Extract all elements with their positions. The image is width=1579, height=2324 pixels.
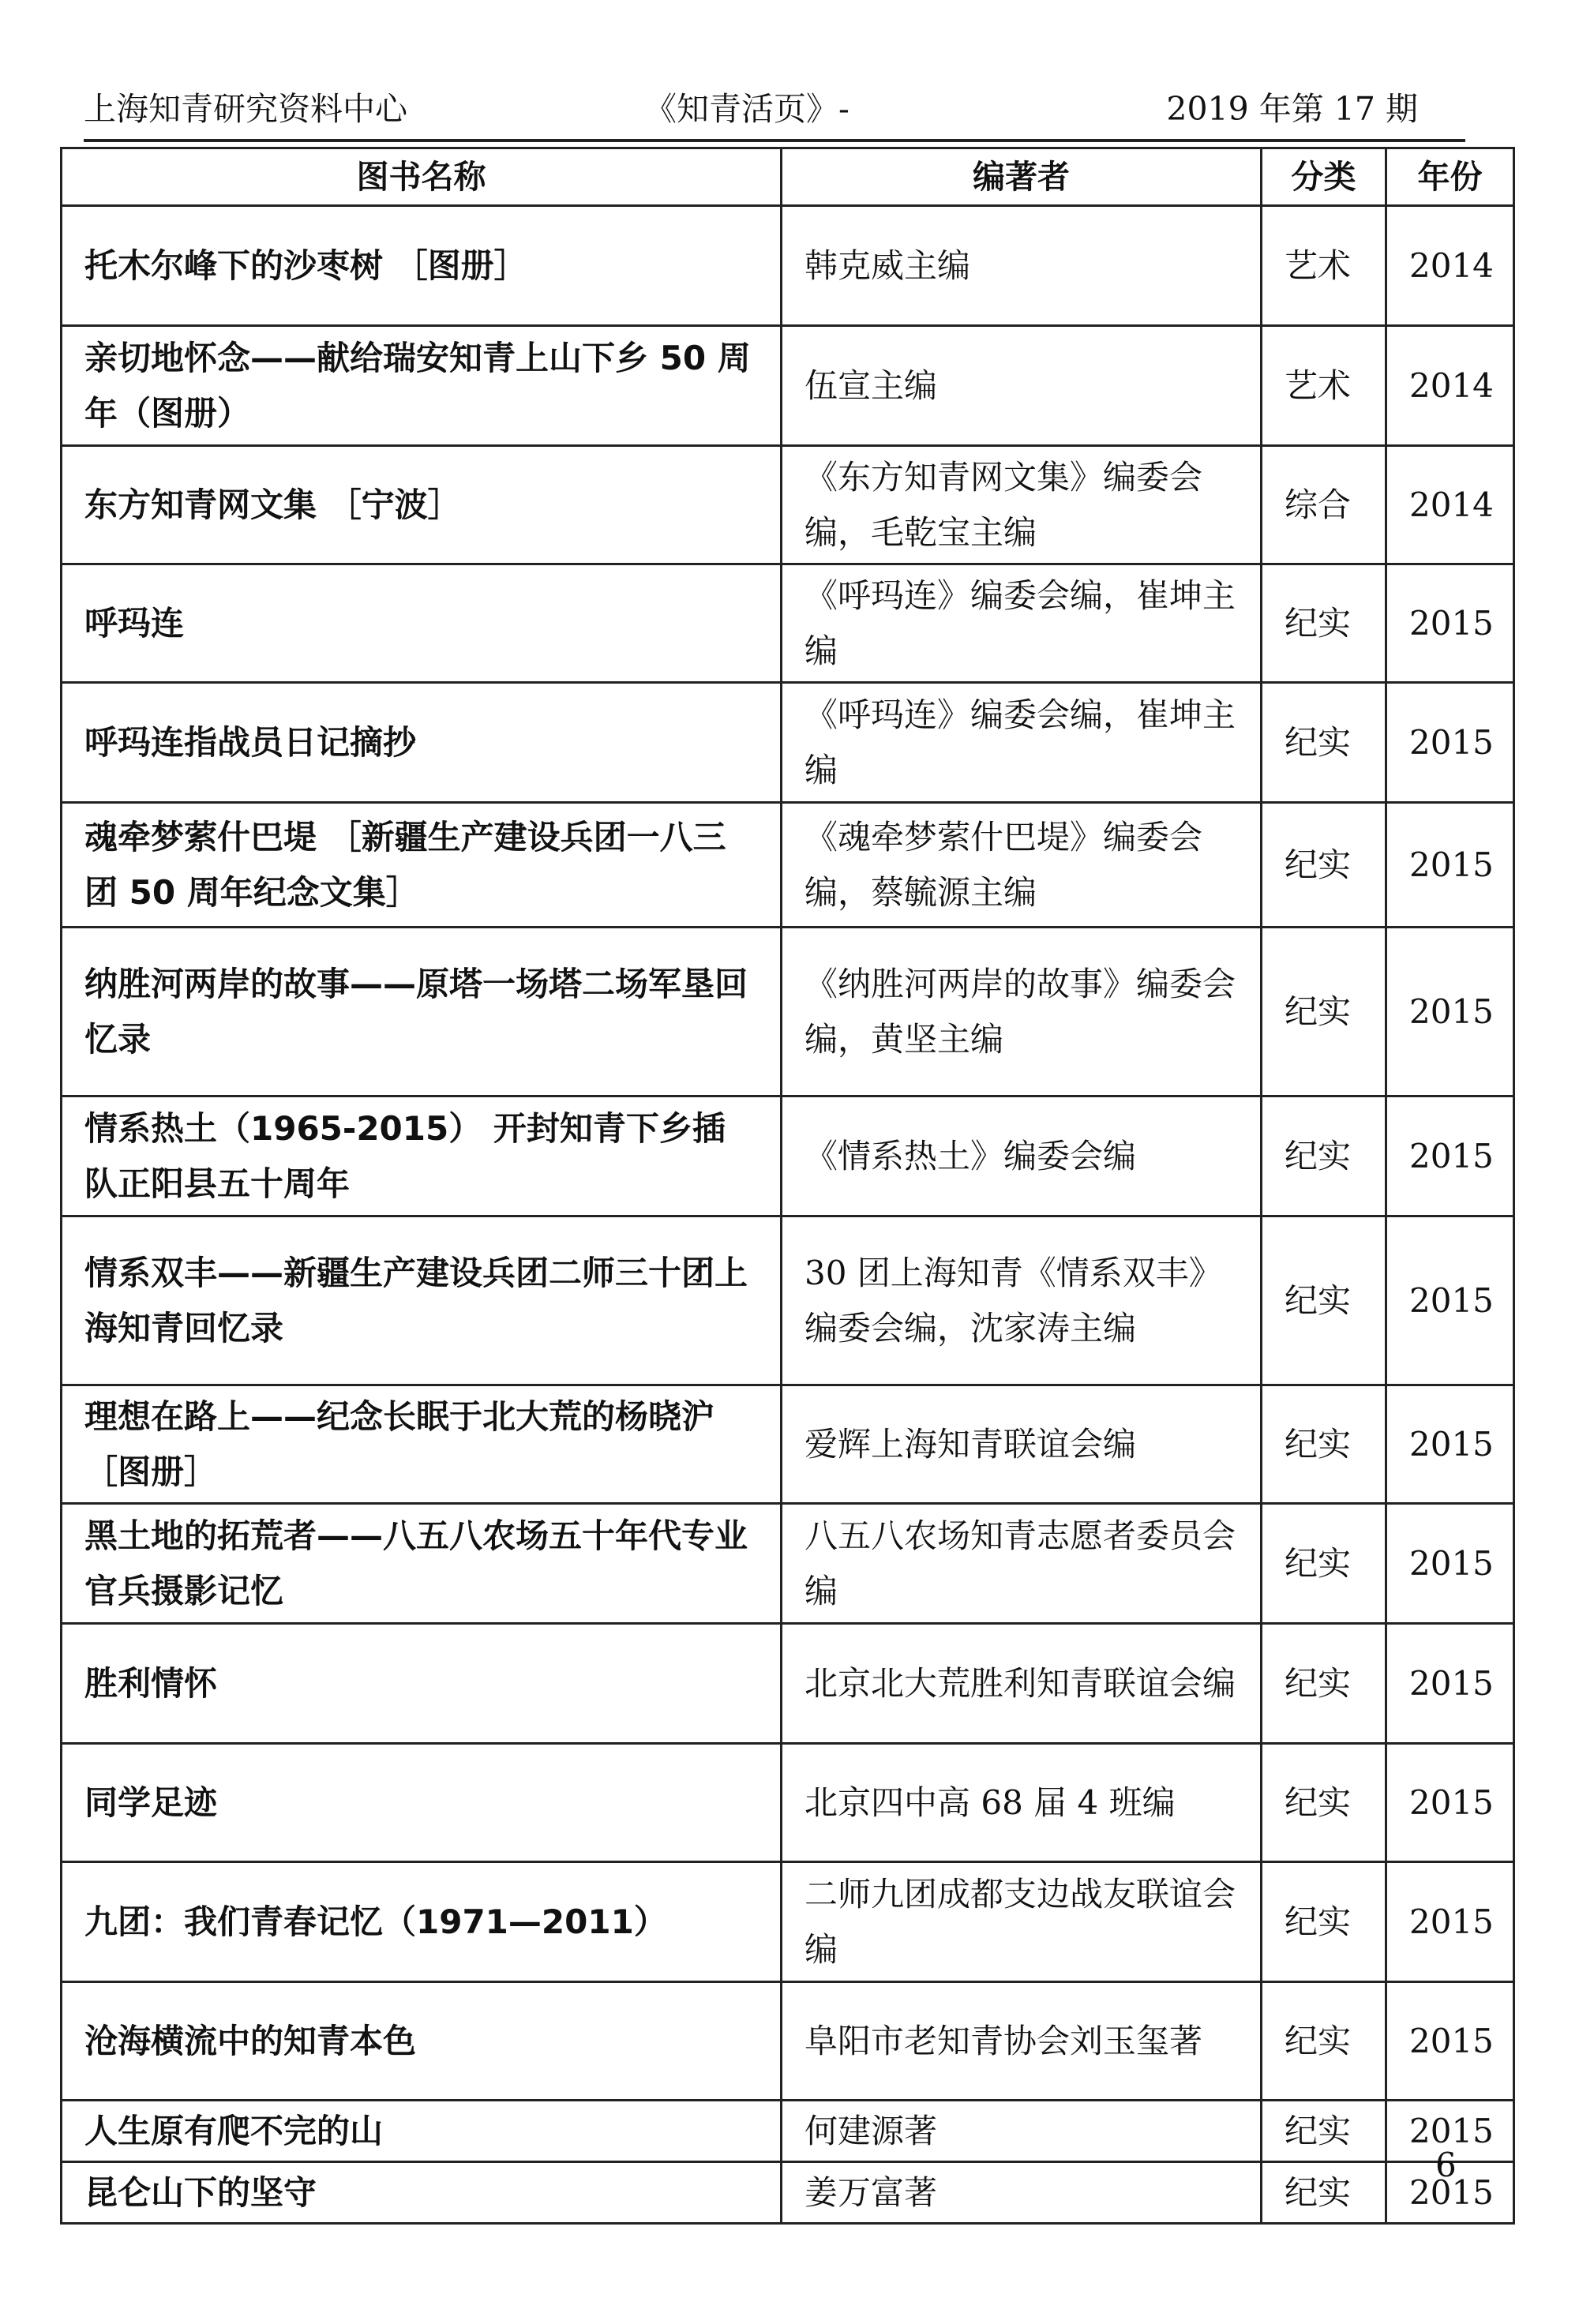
category-cell: 纪实 xyxy=(1262,1385,1386,1504)
page-header xyxy=(84,76,1450,142)
table-row xyxy=(62,326,1514,446)
column-header-author: 编著者 xyxy=(782,148,1262,206)
author-cell: 《纳胜河两岸的故事》编委会编，黄坚主编 xyxy=(782,928,1262,1096)
book-title-cell: 东方知青网文集 ［宁波］ xyxy=(62,446,782,564)
author-cell: 《魂牵梦萦什巴堤》编委会编，蔡毓源主编 xyxy=(782,803,1262,928)
author-cell: 《东方知青网文集》编委会编，毛乾宝主编 xyxy=(782,446,1262,564)
year-cell: 2015 xyxy=(1386,1504,1514,1624)
table-row xyxy=(62,1624,1514,1744)
table-row xyxy=(62,206,1514,326)
book-title-cell: 呼玛连指战员日记摘抄 xyxy=(62,683,782,803)
category-cell: 纪实 xyxy=(1262,2101,1386,2162)
column-header-year: 年份 xyxy=(1386,148,1514,206)
author-cell: 伍宣主编 xyxy=(782,326,1262,446)
column-header-category: 分类 xyxy=(1262,148,1386,206)
author-cell: 阜阳市老知青协会刘玉玺著 xyxy=(782,1982,1262,2101)
table-row xyxy=(62,1862,1514,1982)
book-title-cell: 胜利情怀 xyxy=(62,1624,782,1744)
category-cell: 纪实 xyxy=(1262,2162,1386,2224)
table-row xyxy=(62,928,1514,1096)
book-table xyxy=(60,147,1515,2225)
column-header-title: 图书名称 xyxy=(62,148,782,206)
table-row xyxy=(62,803,1514,928)
author-cell: 北京四中高 68 届 4 班编 xyxy=(782,1744,1262,1862)
table-header-row xyxy=(62,148,1514,206)
header-rule xyxy=(84,139,1465,142)
author-cell: 《呼玛连》编委会编，崔坤主编 xyxy=(782,683,1262,803)
year-cell: 2015 xyxy=(1386,1744,1514,1862)
table-row xyxy=(62,2101,1514,2162)
year-cell: 2015 xyxy=(1386,564,1514,683)
category-cell: 艺术 xyxy=(1262,206,1386,326)
author-cell: 30 团上海知青《情系双丰》编委会编，沈家涛主编 xyxy=(782,1216,1262,1385)
category-cell: 纪实 xyxy=(1262,803,1386,928)
author-cell: 《情系热土》编委会编 xyxy=(782,1096,1262,1216)
book-title-cell: 沧海横流中的知青本色 xyxy=(62,1982,782,2101)
year-cell: 2015 xyxy=(1386,2162,1514,2224)
author-cell: 二师九团成都支边战友联谊会编 xyxy=(782,1862,1262,1982)
author-cell: 爱辉上海知青联谊会编 xyxy=(782,1385,1262,1504)
year-cell: 2015 xyxy=(1386,1624,1514,1744)
category-cell: 纪实 xyxy=(1262,1744,1386,1862)
book-title-cell: 昆仑山下的坚守 xyxy=(62,2162,782,2224)
category-cell: 纪实 xyxy=(1262,683,1386,803)
year-cell: 2015 xyxy=(1386,803,1514,928)
book-title-cell: 同学足迹 xyxy=(62,1744,782,1862)
category-cell: 纪实 xyxy=(1262,1096,1386,1216)
year-cell: 2014 xyxy=(1386,206,1514,326)
category-cell: 艺术 xyxy=(1262,326,1386,446)
table-row xyxy=(62,683,1514,803)
year-cell: 2015 xyxy=(1386,1385,1514,1504)
book-title-cell: 魂牵梦萦什巴堤 ［新疆生产建设兵团一八三团 50 周年纪念文集］ xyxy=(62,803,782,928)
header-publication: 《知青活页》- xyxy=(644,90,850,128)
category-cell: 纪实 xyxy=(1262,1862,1386,1982)
book-title-cell: 黑土地的拓荒者——八五八农场五十年代专业官兵摄影记忆 xyxy=(62,1504,782,1624)
year-cell: 2015 xyxy=(1386,1216,1514,1385)
year-cell: 2015 xyxy=(1386,1096,1514,1216)
book-title-cell: 人生原有爬不完的山 xyxy=(62,2101,782,2162)
table-row xyxy=(62,1504,1514,1624)
author-cell: 八五八农场知青志愿者委员会编 xyxy=(782,1504,1262,1624)
book-title-cell: 情系热土（1965-2015） 开封知青下乡插队正阳县五十周年 xyxy=(62,1096,782,1216)
table-row xyxy=(62,2162,1514,2224)
book-title-cell: 理想在路上——纪念长眠于北大荒的杨晓沪 ［图册］ xyxy=(62,1385,782,1504)
author-cell: 北京北大荒胜利知青联谊会编 xyxy=(782,1624,1262,1744)
year-cell: 2015 xyxy=(1386,1862,1514,1982)
category-cell: 纪实 xyxy=(1262,1982,1386,2101)
category-cell: 综合 xyxy=(1262,446,1386,564)
author-cell: 何建源著 xyxy=(782,2101,1262,2162)
table-row xyxy=(62,1982,1514,2101)
table-row xyxy=(62,1385,1514,1504)
book-title-cell: 情系双丰——新疆生产建设兵团二师三十团上海知青回忆录 xyxy=(62,1216,782,1385)
book-title-cell: 纳胜河两岸的故事——原塔一场塔二场军垦回忆录 xyxy=(62,928,782,1096)
category-cell: 纪实 xyxy=(1262,1216,1386,1385)
book-title-cell: 呼玛连 xyxy=(62,564,782,683)
header-organization: 上海知青研究资料中心 xyxy=(84,90,407,128)
category-cell: 纪实 xyxy=(1262,928,1386,1096)
year-cell: 2015 xyxy=(1386,1982,1514,2101)
page-number: 6 xyxy=(1435,2146,1457,2184)
table-row xyxy=(62,1096,1514,1216)
table-row xyxy=(62,446,1514,564)
year-cell: 2014 xyxy=(1386,326,1514,446)
year-cell: 2014 xyxy=(1386,446,1514,564)
table-row xyxy=(62,1216,1514,1385)
header-issue: 2019 年第 17 期 xyxy=(1166,90,1418,128)
book-title-cell: 托木尔峰下的沙枣树 ［图册］ xyxy=(62,206,782,326)
year-cell: 2015 xyxy=(1386,2101,1514,2162)
table-body xyxy=(62,206,1514,2224)
book-title-cell: 亲切地怀念——献给瑞安知青上山下乡 50 周年（图册） xyxy=(62,326,782,446)
category-cell: 纪实 xyxy=(1262,564,1386,683)
author-cell: 姜万富著 xyxy=(782,2162,1262,2224)
table-row xyxy=(62,564,1514,683)
book-title-cell: 九团：我们青春记忆（1971—2011） xyxy=(62,1862,782,1982)
category-cell: 纪实 xyxy=(1262,1624,1386,1744)
author-cell: 韩克威主编 xyxy=(782,206,1262,326)
category-cell: 纪实 xyxy=(1262,1504,1386,1624)
author-cell: 《呼玛连》编委会编，崔坤主编 xyxy=(782,564,1262,683)
year-cell: 2015 xyxy=(1386,683,1514,803)
year-cell: 2015 xyxy=(1386,928,1514,1096)
table-row xyxy=(62,1744,1514,1862)
